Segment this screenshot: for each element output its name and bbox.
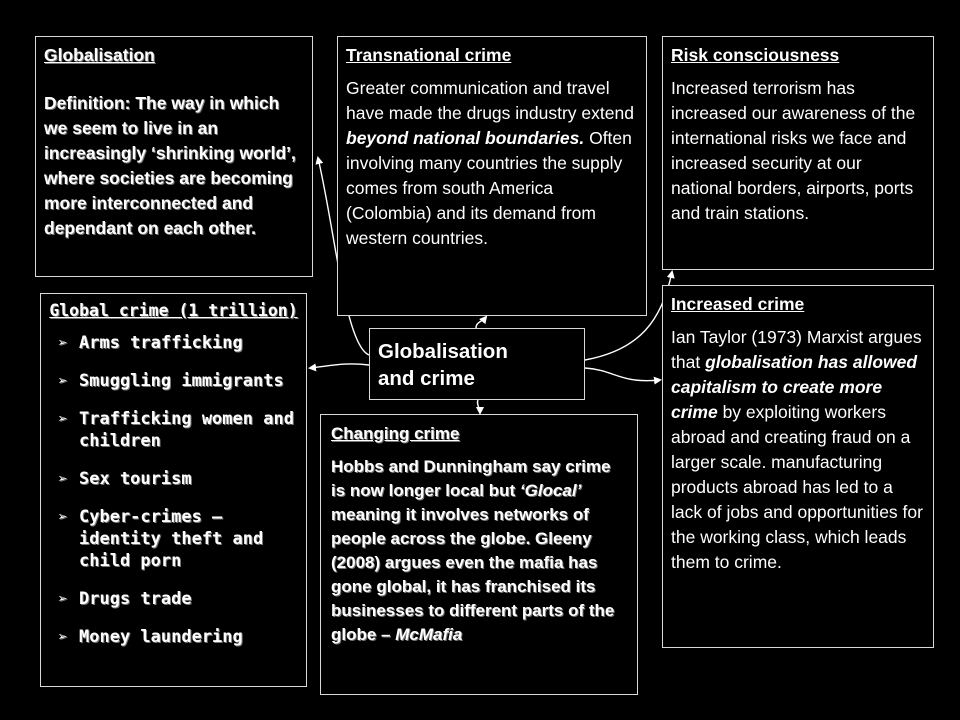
central-topic-line1: Globalisation bbox=[378, 340, 508, 363]
changing-body-glocal: ‘Glocal’ bbox=[519, 481, 582, 500]
risk-body: Increased terrorism has increased our awareness of the international risks we face and increased security at our national borders, airports, ports and train stations. bbox=[671, 78, 916, 223]
central-topic-line2: and crime bbox=[378, 367, 475, 390]
arrow-bullet-icon: ➢ bbox=[58, 333, 68, 352]
increased-body bbox=[671, 325, 925, 575]
global-crime-item bbox=[49, 626, 298, 648]
arrow-bullet-icon: ➢ bbox=[58, 469, 68, 488]
global-crime-item-label: Smuggling immigrants bbox=[79, 371, 284, 391]
arrow-bullet-icon: ➢ bbox=[58, 371, 68, 390]
transnational-crime-box bbox=[337, 36, 647, 316]
increased-body-b: by exploiting workers abroad and creating fraud on a larger scale. manufacturing products abroad has led to a lack of jobs and opportunities for the working class, which leads them to crime. bbox=[671, 402, 923, 572]
increased-title: Increased crime bbox=[671, 294, 805, 314]
global-crime-item bbox=[49, 506, 298, 572]
arrow-to-global-crime bbox=[310, 364, 369, 368]
arrow-bullet-icon: ➢ bbox=[58, 589, 68, 608]
globalisation-definition: Definition: The way in which we seem to live in an increasingly ‘shrinking world’, where societies are becoming more interconnected and dependant on each other. bbox=[44, 93, 296, 238]
global-crime-item-label: Sex tourism bbox=[79, 469, 192, 489]
increased-body-emphasis: globalisation has allowed capitalism to create more crime bbox=[671, 352, 918, 422]
risk-consciousness-box bbox=[662, 36, 934, 270]
changing-crime-box bbox=[320, 414, 638, 695]
global-crime-item-label: Trafficking women and children bbox=[79, 409, 294, 451]
global-crime-item-label: Cyber-crimes – identity theft and child porn bbox=[79, 507, 264, 571]
arrow-bullet-icon: ➢ bbox=[58, 507, 68, 526]
changing-body-a: Hobbs and Dunningham say crime is now longer local but bbox=[331, 457, 611, 500]
transnational-title: Transnational crime bbox=[346, 45, 512, 65]
changing-body-mcmafia: McMafia bbox=[395, 625, 463, 644]
increased-body-a: Ian Taylor (1973) Marxist argues that bbox=[671, 327, 922, 372]
arrow-to-changing bbox=[477, 400, 480, 413]
changing-body-b: meaning it involves networks of people across the globe. Gleeny (2008) argues even the mafia has gone global, it has franchised its businesses to different parts of the globe – bbox=[331, 505, 615, 644]
arrow-bullet-icon: ➢ bbox=[58, 409, 68, 428]
global-crime-box bbox=[40, 293, 307, 687]
arrow-to-transnational bbox=[476, 317, 486, 328]
arrow-to-increased bbox=[585, 368, 660, 381]
changing-body bbox=[331, 455, 627, 647]
global-crime-title: Global crime (1 trillion) bbox=[49, 301, 298, 320]
globalisation-box bbox=[35, 36, 313, 277]
transnational-body-emphasis: beyond national boundaries. bbox=[346, 128, 585, 148]
global-crime-item bbox=[49, 370, 298, 392]
global-crime-list bbox=[49, 332, 298, 648]
transnational-body-b: Often involving many countries the supply comes from south America (Colombia) and its demand from western countries. bbox=[346, 128, 632, 248]
changing-title: Changing crime bbox=[331, 424, 460, 443]
central-topic-box bbox=[369, 328, 585, 400]
transnational-body bbox=[346, 76, 638, 251]
globalisation-title: Globalisation bbox=[44, 45, 155, 65]
global-crime-item-label: Arms trafficking bbox=[79, 333, 243, 353]
global-crime-item-label: Money laundering bbox=[79, 627, 243, 647]
risk-title: Risk consciousness bbox=[671, 45, 840, 65]
transnational-body-a: Greater communication and travel have made the drugs industry extend bbox=[346, 78, 634, 123]
global-crime-item-label: Drugs trade bbox=[79, 589, 192, 609]
global-crime-item bbox=[49, 332, 298, 354]
global-crime-item bbox=[49, 408, 298, 452]
arrow-bullet-icon: ➢ bbox=[58, 627, 68, 646]
global-crime-item bbox=[49, 468, 298, 490]
global-crime-item bbox=[49, 588, 298, 610]
increased-crime-box bbox=[662, 285, 934, 648]
